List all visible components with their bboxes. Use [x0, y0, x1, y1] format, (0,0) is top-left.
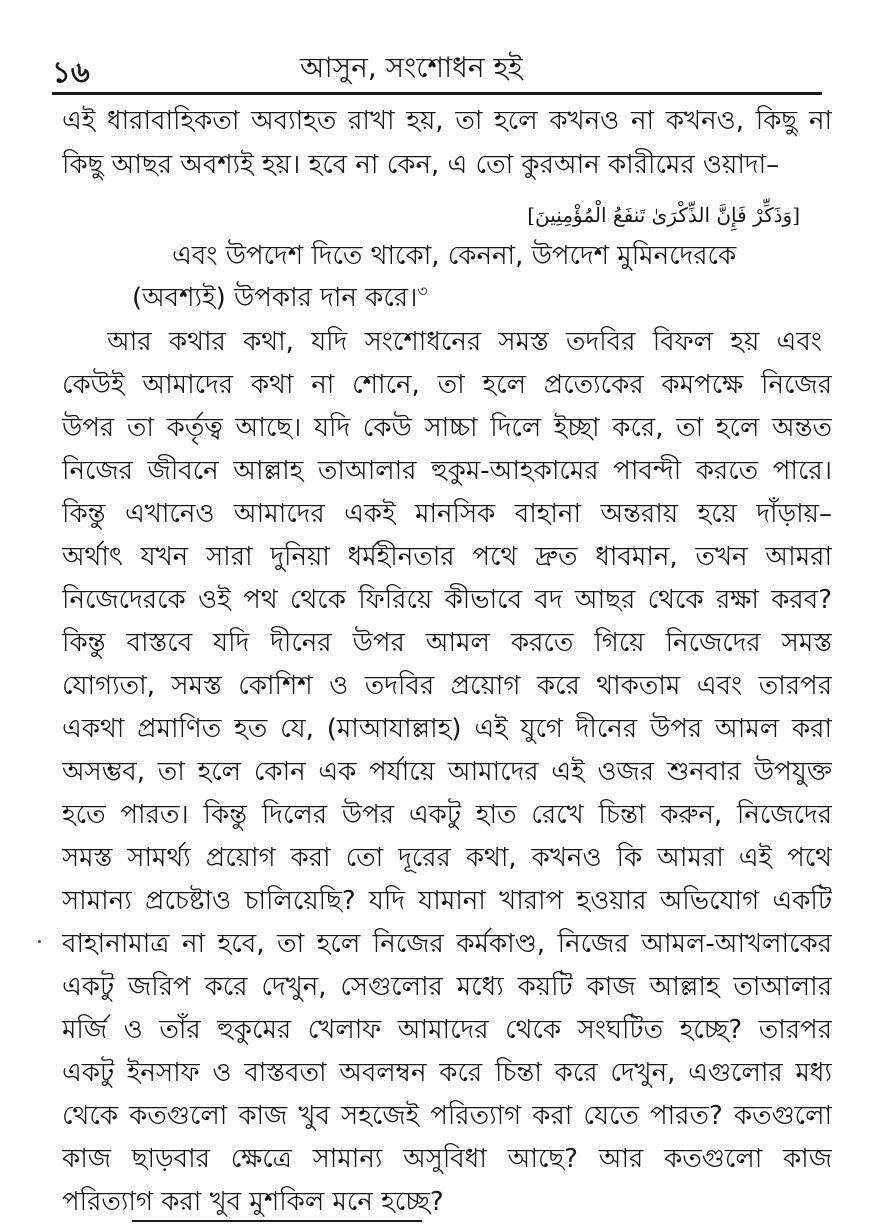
- text-line: বাহানামাত্র না হবে, তা হলে নিজের কর্মকাণ্ড, নিজের আমল-আখলাকের: [62, 929, 832, 959]
- text-line: একটু জরিপ করে দেখুন, সেগুলোর মধ্যে কয়টি কাজ আল্লাহ তাআলার: [62, 972, 832, 1002]
- text-line: থেকে কতগুলো কাজ খুব সহজেই পরিত্যাগ করা যেতে পারত? কতগুলো: [62, 1101, 832, 1131]
- text-line: মর্জি ও তাঁর হুকুমের খেলাফ আমাদের থেকে সংঘটিত হচ্ছে? তারপর: [62, 1015, 832, 1045]
- header-rule: [52, 92, 822, 95]
- text-line: সমস্ত সামর্থ্য প্রয়োগ করা তো দূরের কথা, কখনও কি আমরা এই পথে: [62, 843, 832, 873]
- running-title: আসুন, সংশোধন হই: [300, 51, 523, 84]
- text-line: কাজ ছাড়বার ক্ষেত্রে সামান্য অসুবিধা আছে? আর কতগুলো কাজ: [62, 1144, 832, 1174]
- footnote-rule: [132, 1220, 422, 1222]
- text-line: যোগ্যতা, সমস্ত কোশিশ ও তদবির প্রয়োগ করে থাকতাম এবং তারপর: [62, 671, 832, 701]
- text-line: হতে পারত। কিন্তু দিলের উপর একটু হাত রেখে চিন্তা করুন, নিজেদের: [62, 800, 832, 830]
- text-line: নিজের জীবনে আল্লাহ তাআলার হুকুম-আহকামের পাবন্দী করতে পারে।: [62, 456, 832, 486]
- text-line: কেউই আমাদের কথা না শোনে, তা হলে প্রত্যেকের কমপক্ষে নিজের: [62, 370, 832, 400]
- translation-text: (অবশ্যই) উপকার দান করে।: [132, 283, 418, 313]
- text-line: পরিত্যাগ করা খুব মুশকিল মনে হচ্ছে?: [62, 1187, 444, 1217]
- text-line: কিন্তু বাস্তবে যদি দীনের উপর আমল করতে গিয়ে নিজেদের সমস্ত: [62, 628, 832, 658]
- translation-line: এবং উপদেশ দিতে থাকো, কেননা, উপদেশ মুমিনদেরকে: [172, 241, 737, 271]
- text-line: সামান্য প্রচেষ্টাও চালিয়েছি? যদি যামানা খারাপ হওয়ার অভিযোগ একটি: [62, 886, 832, 916]
- text-line: অসম্ভব, তা হলে কোন এক পর্যায়ে আমাদের এই ওজর শুনবার উপযুক্ত: [62, 757, 832, 787]
- paragraph-first-line: আর কথার কথা, যদি সংশোধনের সমস্ত তদবির বিফল হয় এবং: [107, 327, 822, 357]
- text-line: একথা প্রমাণিত হত যে, (মাআযাল্লাহ) এই যুগে দীনের উপর আমল করা: [62, 714, 832, 744]
- text-line: এই ধারাবাহিকতা অব্যাহত রাখা হয়, তা হলে কখনও না কখনও, কিছু না: [62, 106, 832, 136]
- print-speck: [38, 940, 41, 943]
- text-line: কিছু আছর অবশ্যই হয়। হবে না কেন, এ তো কুরআন কারীমের ওয়াদা–: [62, 150, 780, 180]
- page-number: ১৬: [52, 55, 90, 89]
- text-line: একটু ইনসাফ ও বাস্তবতা অবলম্বন করে চিন্তা করে দেখুন, এগুলোর মধ্য: [62, 1058, 832, 1088]
- translation-line: [132, 279, 632, 317]
- text-line: কিন্তু এখানেও আমাদের একই মানসিক বাহানা অন্তরায় হয়ে দাঁড়ায়–: [62, 499, 832, 529]
- footnote-marker: ৩: [417, 281, 428, 301]
- text-line: অর্থাৎ যখন সারা দুনিয়া ধর্মহীনতার পথে দ্রুত ধাবমান, তখন আমরা: [62, 542, 832, 572]
- text-line: উপর তা কর্তৃত্ব আছে। যদি কেউ সাচ্চা দিলে ইচ্ছা করে, তা হলে অন্তত: [62, 413, 832, 443]
- arabic-quote: [وَذَكِّرْ فَإِنَّ الذِّكْرَىٰ تَنفَعُ الْمُؤْمِنِينَ]: [527, 203, 800, 227]
- text-line: নিজেদেরকে ওই পথ থেকে ফিরিয়ে কীভাবে বদ আছর থেকে রক্ষা করব?: [62, 585, 832, 615]
